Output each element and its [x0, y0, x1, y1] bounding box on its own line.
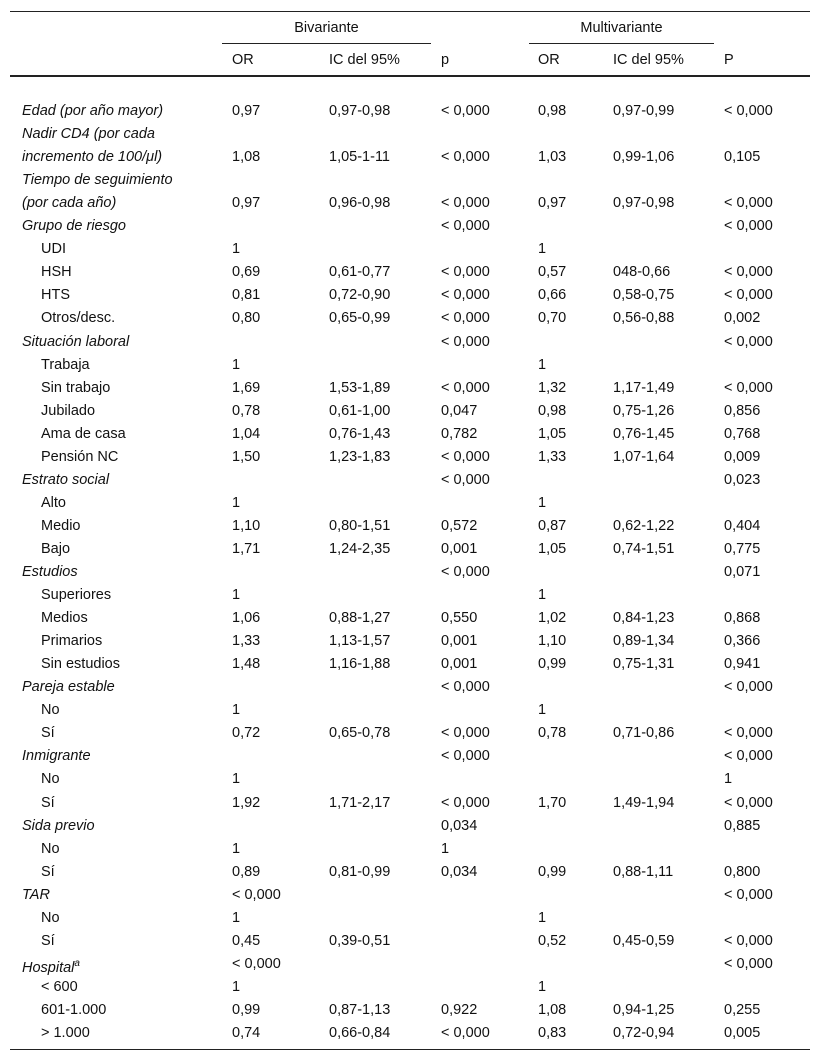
- cell-icB: 0,80-1,51: [329, 517, 391, 534]
- row-sublabel: UDI: [41, 241, 66, 258]
- cell-pB: < 0,000: [441, 679, 490, 696]
- cell-pM: < 0,000: [724, 218, 773, 235]
- cell-pB: 0,001: [441, 656, 478, 673]
- cell-pB: 0,922: [441, 1001, 478, 1018]
- cell-orB: 1,48: [232, 656, 261, 673]
- cell-icM: 0,97-0,99: [613, 103, 675, 119]
- cell-orM: 1,08: [538, 1001, 567, 1018]
- cell-orB: 0,72: [232, 725, 261, 742]
- row-sublabel: Sin trabajo: [41, 379, 111, 396]
- cell-icB: 1,53-1,89: [329, 379, 391, 396]
- row-label: Situación laboral: [22, 333, 130, 350]
- header-ic-multivariante: IC del 95%: [613, 52, 684, 68]
- cell-orM: 1,10: [538, 633, 567, 650]
- cell-orM: 1,03: [538, 149, 567, 166]
- cell-pB: 1: [441, 840, 450, 857]
- cell-pB: 0,034: [441, 817, 478, 834]
- cell-orM: 1: [538, 241, 547, 258]
- cell-orB: 1,10: [232, 517, 261, 534]
- cell-pM: 0,885: [724, 817, 761, 834]
- cell-pM: 0,366: [724, 633, 761, 650]
- cell-pM: < 0,000: [724, 886, 773, 903]
- footnote-marker: a: [74, 957, 80, 969]
- cell-orB: 1: [232, 356, 241, 373]
- row-sublabel: Pensión NC: [41, 448, 119, 465]
- cell-pB: < 0,000: [441, 448, 490, 465]
- cell-pM: 0,255: [724, 1001, 761, 1018]
- cell-pB: < 0,000: [441, 794, 490, 811]
- cell-orB: 0,45: [232, 932, 261, 949]
- cell-icM: 048-0,66: [613, 264, 671, 281]
- cell-pB: 0,001: [441, 633, 478, 650]
- cell-orB: 1: [232, 771, 241, 788]
- cell-icM: 0,88-1,11: [613, 863, 674, 880]
- cell-orB: 1: [232, 587, 241, 604]
- row-sublabel: Medios: [41, 610, 88, 627]
- row-sublabel: 601-1.000: [41, 1001, 107, 1018]
- row-sublabel: Sí: [41, 725, 55, 742]
- cell-icB: 1,16-1,88: [329, 656, 391, 673]
- cell-pM: < 0,000: [724, 679, 773, 696]
- cell-pB: < 0,000: [441, 103, 490, 119]
- row-label: Grupo de riesgo: [22, 218, 126, 235]
- cell-pB: < 0,000: [441, 1025, 490, 1041]
- header-p-multivariante: P: [724, 52, 734, 68]
- cell-pM: < 0,000: [724, 333, 773, 350]
- row-sublabel: No: [41, 702, 60, 719]
- cell-orM: 1,05: [538, 425, 567, 442]
- cell-icM: 0,45-0,59: [613, 932, 675, 949]
- cell-pM: 0,856: [724, 402, 761, 419]
- cell-icB: 0,61-0,77: [329, 264, 391, 281]
- cell-icM: 0,72-0,94: [613, 1025, 675, 1041]
- row-sublabel: < 600: [41, 978, 78, 995]
- row-sublabel: Trabaja: [41, 356, 90, 373]
- row-sublabel: HSH: [41, 264, 72, 281]
- cell-orM: 1: [538, 356, 547, 373]
- cell-pB: < 0,000: [441, 149, 490, 166]
- row-sublabel: No: [41, 771, 60, 788]
- cell-orM: 1: [538, 909, 547, 926]
- cell-orM: 0,98: [538, 103, 567, 119]
- cell-icB: 0,66-0,84: [329, 1025, 391, 1041]
- cell-orB: 0,97: [232, 103, 261, 119]
- bottom-rule: [10, 1049, 810, 1050]
- cell-pB: 0,034: [441, 863, 478, 880]
- row-sublabel: Ama de casa: [41, 425, 126, 442]
- cell-pM: 0,002: [724, 310, 761, 327]
- cell-orM: 0,98: [538, 402, 567, 419]
- row-sublabel: Primarios: [41, 633, 103, 650]
- cell-icM: 0,97-0,98: [613, 195, 675, 212]
- cell-orM: 1: [538, 978, 547, 995]
- cell-icM: 0,94-1,25: [613, 1001, 675, 1018]
- cell-pM: < 0,000: [724, 748, 773, 765]
- cell-pB: < 0,000: [441, 287, 490, 304]
- cell-pB: 0,550: [441, 610, 478, 627]
- cell-pM: < 0,000: [724, 932, 773, 949]
- cell-icM: 0,56-0,88: [613, 310, 675, 327]
- cell-orM: 1,32: [538, 379, 567, 396]
- cell-pM: 0,009: [724, 448, 761, 465]
- cell-orM: 0,66: [538, 287, 567, 304]
- cell-pB: < 0,000: [441, 725, 490, 742]
- cell-pB: 0,001: [441, 540, 478, 557]
- cell-pM: < 0,000: [724, 794, 773, 811]
- cell-orB: 1: [232, 840, 241, 857]
- cell-pM: < 0,000: [724, 195, 773, 212]
- row-label: Estrato social: [22, 471, 110, 488]
- row-sublabel: Jubilado: [41, 402, 96, 419]
- cell-icM: 0,74-1,51: [613, 540, 675, 557]
- row-sublabel: HTS: [41, 287, 70, 304]
- row-sublabel: Sí: [41, 863, 55, 880]
- cell-orM: 1,05: [538, 540, 567, 557]
- cell-orB: 1,33: [232, 633, 261, 650]
- cell-orB: 0,78: [232, 402, 261, 419]
- cell-orB: 0,74: [232, 1025, 261, 1041]
- row-label: Sida previo: [22, 817, 95, 834]
- cell-icM: 0,58-0,75: [613, 287, 675, 304]
- row-sublabel: Medio: [41, 517, 81, 534]
- cell-icB: 0,61-1,00: [329, 402, 391, 419]
- row-sublabel: Sí: [41, 794, 55, 811]
- cell-pB: < 0,000: [441, 333, 490, 350]
- cell-icB: 1,23-1,83: [329, 448, 391, 465]
- cell-orM: 0,52: [538, 932, 567, 949]
- row-sublabel: Superiores: [41, 587, 112, 604]
- header-or-multivariante: OR: [538, 52, 560, 68]
- row-sublabel: Sí: [41, 932, 55, 949]
- cell-pB: < 0,000: [441, 748, 490, 765]
- multivariante-underline: [529, 43, 714, 44]
- cell-icB: 0,97-0,98: [329, 103, 391, 119]
- row-label: Nadir CD4 (por cada: [22, 126, 155, 143]
- cell-icB: 1,24-2,35: [329, 540, 391, 557]
- row-label: (por cada año): [22, 195, 117, 212]
- header-bivariante: Bivariante: [294, 20, 359, 36]
- cell-pM: 0,005: [724, 1025, 761, 1041]
- row-sublabel: > 1.000: [41, 1025, 90, 1041]
- top-rule: [10, 11, 810, 12]
- cell-pM: 0,023: [724, 471, 761, 488]
- cell-orM: 1,33: [538, 448, 567, 465]
- cell-orB: 1,92: [232, 794, 261, 811]
- cell-orB: 0,69: [232, 264, 261, 281]
- cell-pB: < 0,000: [441, 379, 490, 396]
- cell-pM: 1: [724, 771, 733, 788]
- row-label: Tiempo de seguimiento: [22, 172, 173, 189]
- cell-orB: 1: [232, 909, 241, 926]
- cell-orB: 1,69: [232, 379, 261, 396]
- cell-pM: 0,800: [724, 863, 761, 880]
- cell-pM: < 0,000: [724, 725, 773, 742]
- cell-icB: 0,87-1,13: [329, 1001, 391, 1018]
- cell-pM: 0,768: [724, 425, 761, 442]
- cell-pB: < 0,000: [441, 195, 490, 212]
- row-label: TAR: [22, 886, 50, 903]
- cell-orB: 0,97: [232, 195, 261, 212]
- cell-orB: 0,99: [232, 1001, 261, 1018]
- cell-orB: 1: [232, 702, 241, 719]
- cell-icM: 1,49-1,94: [613, 794, 675, 811]
- cell-icM: 1,07-1,64: [613, 448, 675, 465]
- cell-orB: 0,80: [232, 310, 261, 327]
- row-sublabel: No: [41, 840, 60, 857]
- cell-icB: 0,76-1,43: [329, 425, 391, 442]
- cell-icB: 1,05-1-11: [329, 149, 390, 166]
- cell-orB: 1,04: [232, 425, 261, 442]
- cell-pM: < 0,000: [724, 103, 773, 119]
- cell-pM: < 0,000: [724, 264, 773, 281]
- cell-pM: < 0,000: [724, 955, 773, 972]
- cell-orB: 1: [232, 978, 241, 995]
- cell-orB: 1: [232, 241, 241, 258]
- row-label: Hospital$^a$: [22, 957, 80, 976]
- cell-icB: 0,65-0,99: [329, 310, 391, 327]
- header-or-bivariante: OR: [232, 52, 254, 68]
- cell-icM: 0,99-1,06: [613, 149, 675, 166]
- cell-orM: 1: [538, 494, 547, 511]
- row-sublabel: Alto: [41, 494, 66, 511]
- cell-orM: 1,70: [538, 794, 567, 811]
- cell-orB: < 0,000: [232, 886, 281, 903]
- row-label: Pareja estable: [22, 679, 115, 696]
- cell-orB: 1: [232, 494, 241, 511]
- cell-orB: 0,81: [232, 287, 261, 304]
- header-multivariante: Multivariante: [580, 20, 663, 36]
- row-sublabel: No: [41, 909, 60, 926]
- cell-orB: 1,08: [232, 149, 261, 166]
- cell-orM: 0,78: [538, 725, 567, 742]
- cell-pB: < 0,000: [441, 471, 490, 488]
- cell-orB: < 0,000: [232, 955, 281, 972]
- cell-icM: 0,71-0,86: [613, 725, 675, 742]
- row-sublabel: Otros/desc.: [41, 310, 116, 327]
- cell-orM: 0,57: [538, 264, 567, 281]
- cell-orM: 0,99: [538, 863, 567, 880]
- header-rule: [10, 75, 810, 77]
- cell-icM: 0,75-1,31: [613, 656, 675, 673]
- cell-pM: < 0,000: [724, 287, 773, 304]
- header-ic-bivariante: IC del 95%: [329, 52, 400, 68]
- cell-pB: < 0,000: [441, 310, 490, 327]
- row-label: Inmigrante: [22, 748, 91, 765]
- cell-orM: 1,02: [538, 610, 567, 627]
- cell-icB: 0,96-0,98: [329, 195, 391, 212]
- row-sublabel: Sin estudios: [41, 656, 120, 673]
- cell-icB: 1,71-2,17: [329, 794, 391, 811]
- cell-icB: 0,88-1,27: [329, 610, 391, 627]
- cell-icB: 0,81-0,99: [329, 863, 391, 880]
- row-sublabel: Bajo: [41, 540, 71, 557]
- cell-pM: 0,105: [724, 149, 761, 166]
- cell-pM: 0,775: [724, 540, 761, 557]
- cell-orB: 0,89: [232, 863, 261, 880]
- cell-pB: 0,572: [441, 517, 478, 534]
- cell-pB: 0,047: [441, 402, 478, 419]
- cell-orM: 0,99: [538, 656, 567, 673]
- cell-pM: 0,071: [724, 564, 761, 580]
- cell-icM: 0,75-1,26: [613, 402, 675, 419]
- cell-icM: 0,89-1,34: [613, 633, 675, 650]
- cell-orM: 0,87: [538, 517, 567, 534]
- cell-pB: < 0,000: [441, 564, 490, 580]
- bivariante-underline: [222, 43, 431, 44]
- cell-pB: < 0,000: [441, 218, 490, 235]
- row-label: incremento de 100/μl): [22, 149, 163, 166]
- cell-icB: 0,65-0,78: [329, 725, 391, 742]
- header-p-bivariante: p: [441, 52, 450, 68]
- cell-orB: 1,71: [232, 540, 261, 557]
- cell-icM: 0,62-1,22: [613, 517, 675, 534]
- cell-pB: 0,782: [441, 425, 478, 442]
- cell-icM: 0,84-1,23: [613, 610, 675, 627]
- cell-orM: 1: [538, 587, 547, 604]
- cell-pM: 0,868: [724, 610, 761, 627]
- cell-icB: 0,39-0,51: [329, 932, 391, 949]
- cell-pM: 0,404: [724, 517, 761, 534]
- cell-orM: 1: [538, 702, 547, 719]
- cell-icB: 0,72-0,90: [329, 287, 391, 304]
- cell-icM: 1,17-1,49: [613, 379, 675, 396]
- cell-orM: 0,70: [538, 310, 567, 327]
- cell-pB: < 0,000: [441, 264, 490, 281]
- cell-orM: 0,97: [538, 195, 567, 212]
- cell-orB: 1,06: [232, 610, 261, 627]
- cell-pM: < 0,000: [724, 379, 773, 396]
- row-label: Edad (por año mayor): [22, 103, 164, 119]
- cell-orM: 0,83: [538, 1025, 567, 1041]
- cell-icM: 0,76-1,45: [613, 425, 675, 442]
- cell-orB: 1,50: [232, 448, 261, 465]
- cell-icB: 1,13-1,57: [329, 633, 391, 650]
- row-label: Estudios: [22, 564, 78, 580]
- cell-pM: 0,941: [724, 656, 761, 673]
